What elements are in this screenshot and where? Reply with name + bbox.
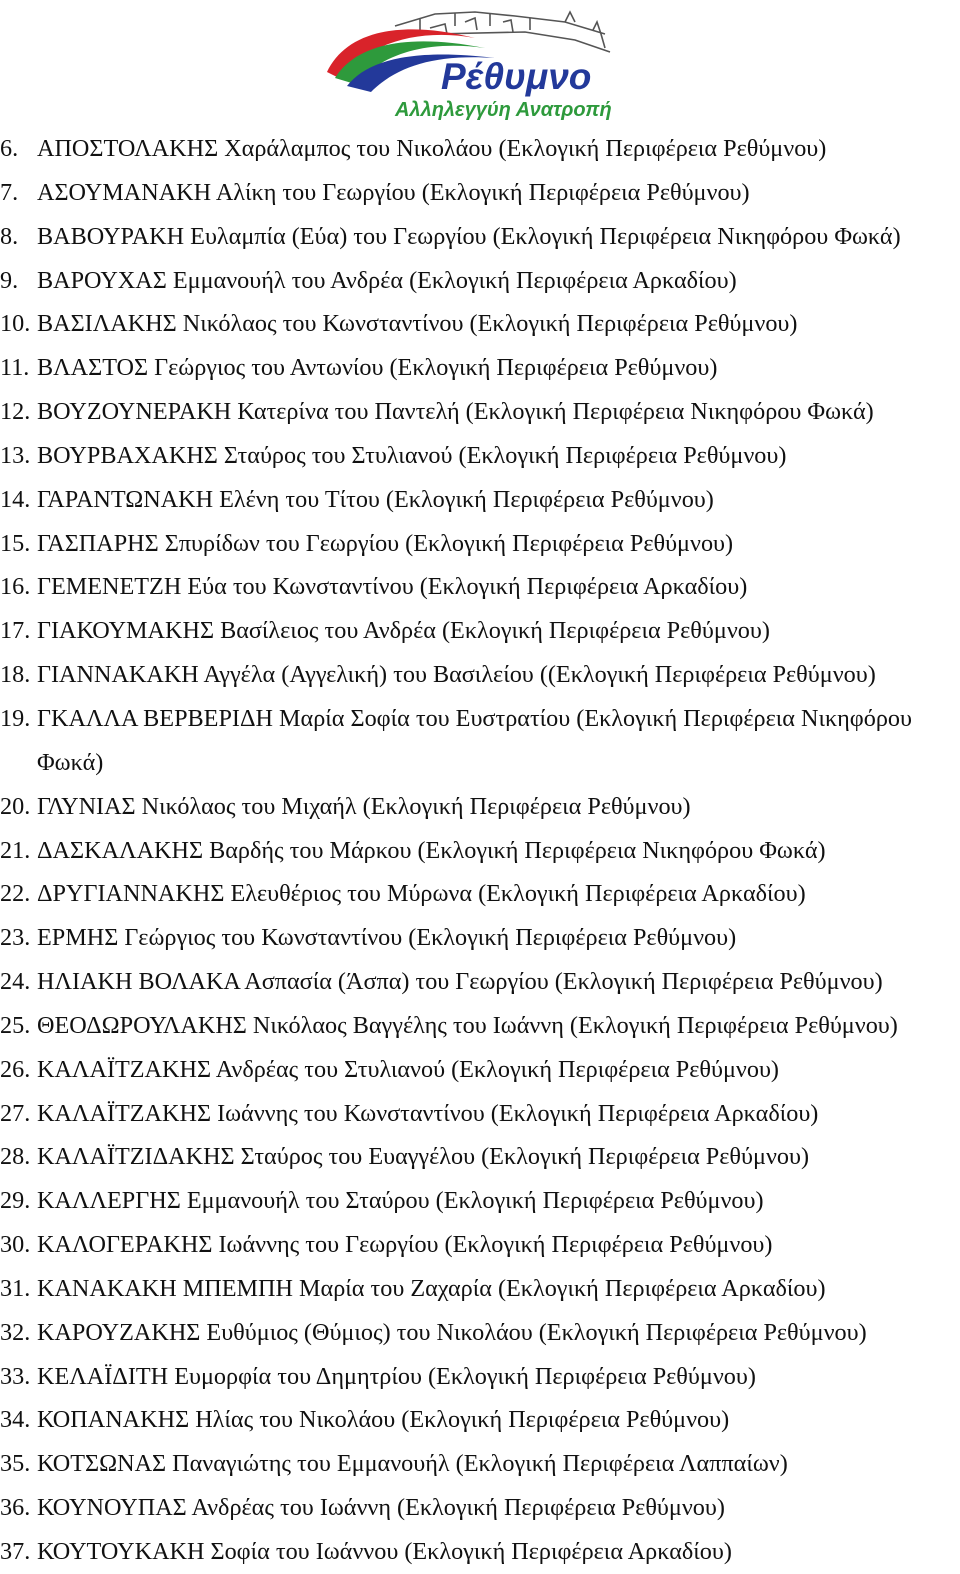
list-item bbox=[0, 434, 960, 478]
list-item bbox=[0, 1530, 960, 1574]
list-item-number: 12. bbox=[0, 398, 31, 426]
list-item-text: ΒΛΑΣΤΟΣ Γεώργιος του Αντωνίου (Εκλογική Περιφέρεια Ρεθύμνου) bbox=[37, 354, 718, 382]
list-item-text: ΒΟΥΡΒΑΧΑΚΗΣ Σταύρος του Στυλιανού (Εκλογική Περιφέρεια Ρεθύμνου) bbox=[37, 441, 787, 469]
list-item bbox=[0, 1223, 960, 1267]
list-item bbox=[0, 916, 960, 960]
list-item-number: 7. bbox=[0, 178, 19, 206]
list-item bbox=[0, 1048, 960, 1092]
list-item bbox=[0, 302, 960, 346]
candidate-list bbox=[0, 127, 960, 1574]
list-item-number: 23. bbox=[0, 924, 31, 952]
list-item-number: 32. bbox=[0, 1318, 31, 1346]
list-item bbox=[0, 478, 960, 522]
list-item bbox=[0, 127, 960, 171]
list-item bbox=[0, 872, 960, 916]
list-item-number: 25. bbox=[0, 1011, 31, 1039]
list-item-number: 21. bbox=[0, 836, 31, 864]
list-item-number: 34. bbox=[0, 1406, 31, 1434]
list-item-number: 10. bbox=[0, 310, 31, 338]
list-item-text: ΘΕΟΔΩΡΟΥΛΑΚΗΣ Νικόλαος Βαγγέλης του Ιωάννη (Εκλογική Περιφέρεια Ρεθύμνου) bbox=[37, 1011, 898, 1039]
list-item-text: ΒΑΡΟΥΧΑΣ Εμμανουήλ του Ανδρέα (Εκλογική Περιφέρεια Αρκαδίου) bbox=[37, 266, 737, 294]
list-item bbox=[0, 829, 960, 873]
list-item bbox=[0, 171, 960, 215]
list-item-number: 37. bbox=[0, 1538, 31, 1565]
list-item-text: ΚΑΛΑΪΤΖΑΚΗΣ Ιωάννης του Κωνσταντίνου (Εκλογική Περιφέρεια Αρκαδίου) bbox=[37, 1099, 819, 1127]
list-item-text: ΓΛΥΝΙΑΣ Νικόλαος του Μιχαήλ (Εκλογική Περιφέρεια Ρεθύμνου) bbox=[37, 792, 691, 820]
list-item-number: 22. bbox=[0, 880, 31, 908]
list-item bbox=[0, 653, 960, 697]
list-item bbox=[0, 522, 960, 566]
logo-title: Ρέθυμνο bbox=[441, 56, 592, 97]
list-item-number: 29. bbox=[0, 1187, 31, 1215]
list-item-number: 31. bbox=[0, 1274, 31, 1302]
list-item-text: ΒΟΥΖΟΥΝΕΡΑΚΗ Κατερίνα του Παντελή (Εκλογική Περιφέρεια Νικηφόρου Φωκά) bbox=[37, 398, 874, 426]
list-item-text: ΚΟΥΝΟΥΠΑΣ Ανδρέας του Ιωάννη (Εκλογική Περιφέρεια Ρεθύμνου) bbox=[37, 1494, 725, 1522]
list-item-text: ΒΑΒΟΥΡΑΚΗ Ευλαμπία (Εύα) του Γεωργίου (Εκλογική Περιφέρεια Νικηφόρου Φωκά) bbox=[37, 222, 901, 250]
list-item bbox=[0, 1267, 960, 1311]
list-item-text: ΑΣΟΥΜΑΝΑΚΗ Αλίκη του Γεωργίου (Εκλογική Περιφέρεια Ρεθύμνου) bbox=[37, 178, 750, 206]
list-item-text: ΓΑΣΠΑΡΗΣ Σπυρίδων του Γεωργίου (Εκλογική Περιφέρεια Ρεθύμνου) bbox=[37, 529, 734, 557]
list-item bbox=[0, 1092, 960, 1136]
list-item-text: ΑΠΟΣΤΟΛΑΚΗΣ Χαράλαμπος του Νικολάου (Εκλογική Περιφέρεια Ρεθύμνου) bbox=[37, 135, 827, 162]
list-item-text: ΒΑΣΙΛΑΚΗΣ Νικόλαος του Κωνσταντίνου (Εκλογική Περιφέρεια Ρεθύμνου) bbox=[37, 310, 798, 338]
list-item-text: ΔΑΣΚΑΛΑΚΗΣ Βαρδής του Μάρκου (Εκλογική Περιφέρεια Νικηφόρου Φωκά) bbox=[37, 836, 826, 864]
list-item-text: ΚΕΛΑΪΔΙΤΗ Ευμορφία του Δημητρίου (Εκλογική Περιφέρεια Ρεθύμνου) bbox=[37, 1362, 756, 1390]
list-item bbox=[0, 346, 960, 390]
list-item bbox=[0, 259, 960, 303]
list-item bbox=[0, 1398, 960, 1442]
list-item-text: ΚΑΡΟΥΖΑΚΗΣ Ευθύμιος (Θύμιος) του Νικολάου (Εκλογική Περιφέρεια Ρεθύμνου) bbox=[37, 1318, 867, 1346]
list-item-text: ΓΙΑΚΟΥΜΑΚΗΣ Βασίλειος του Ανδρέα (Εκλογική Περιφέρεια Ρεθύμνου) bbox=[37, 617, 770, 645]
list-item bbox=[0, 960, 960, 1004]
party-logo bbox=[325, 4, 620, 124]
list-item-text: ΚΑΛΑΪΤΖΙΔΑΚΗΣ Σταύρος του Ευαγγέλου (Εκλογική Περιφέρεια Ρεθύμνου) bbox=[37, 1143, 810, 1171]
list-item-number: 28. bbox=[0, 1143, 31, 1171]
list-item bbox=[0, 1179, 960, 1223]
list-item-text: ΚΟΠΑΝΑΚΗΣ Ηλίας του Νικολάου (Εκλογική Περιφέρεια Ρεθύμνου) bbox=[37, 1406, 730, 1434]
list-item bbox=[0, 609, 960, 653]
list-item bbox=[0, 1135, 960, 1179]
list-item-text: ΔΡΥΓΙΑΝΝΑΚΗΣ Ελευθέριος του Μύρωνα (Εκλογική Περιφέρεια Αρκαδίου) bbox=[37, 880, 806, 908]
logo-subtitle: Αλληλεγγύη Ανατροπή bbox=[395, 99, 612, 121]
list-item-text: ΗΛΙΑΚΗ ΒΟΛΑΚΑ Ασπασία (Άσπα) του Γεωργίου (Εκλογική Περιφέρεια Ρεθύμνου) bbox=[37, 968, 883, 996]
list-item bbox=[0, 697, 960, 741]
list-item-text: ΚΑΝΑΚΑΚΗ ΜΠΕΜΠΗ Μαρία του Ζαχαρία (Εκλογική Περιφέρεια Αρκαδίου) bbox=[37, 1274, 826, 1302]
list-item-text: ΚΑΛΑΪΤΖΑΚΗΣ Ανδρέας του Στυλιανού (Εκλογική Περιφέρεια Ρεθύμνου) bbox=[37, 1055, 779, 1083]
list-item-number: 36. bbox=[0, 1494, 31, 1522]
list-item bbox=[0, 390, 960, 434]
list-item-text: ΕΡΜΗΣ Γεώργιος του Κωνσταντίνου (Εκλογική Περιφέρεια Ρεθύμνου) bbox=[37, 924, 737, 952]
list-item-continuation: Φωκά) bbox=[37, 748, 104, 776]
list-item-number: 19. bbox=[0, 704, 31, 732]
list-item-number: 17. bbox=[0, 617, 31, 645]
list-item-number: 30. bbox=[0, 1231, 31, 1259]
list-item-text: ΚΟΤΣΩΝΑΣ Παναγιώτης του Εμμανουήλ (Εκλογική Περιφέρεια Λαππαίων) bbox=[37, 1450, 788, 1478]
list-item-number: 18. bbox=[0, 661, 31, 689]
list-item-text: ΚΑΛΛΕΡΓΗΣ Εμμανουήλ του Σταύρου (Εκλογική Περιφέρεια Ρεθύμνου) bbox=[37, 1187, 764, 1215]
list-item bbox=[0, 1442, 960, 1486]
list-item-number: 20. bbox=[0, 792, 31, 820]
list-item-number: 33. bbox=[0, 1362, 31, 1390]
list-item-number: 16. bbox=[0, 573, 31, 601]
list-item-number: 24. bbox=[0, 968, 31, 996]
list-item-number: 26. bbox=[0, 1055, 31, 1083]
list-item-number: 11. bbox=[0, 354, 30, 382]
list-item-text: ΚΑΛΟΓΕΡΑΚΗΣ Ιωάννης του Γεωργίου (Εκλογική Περιφέρεια Ρεθύμνου) bbox=[37, 1231, 773, 1259]
list-item-number: 35. bbox=[0, 1450, 31, 1478]
list-item-text: ΓΑΡΑΝΤΩΝΑΚΗ Ελένη του Τίτου (Εκλογική Περιφέρεια Ρεθύμνου) bbox=[37, 485, 714, 513]
list-item-text: ΚΟΥΤΟΥΚΑΚΗ Σοφία του Ιωάννου (Εκλογική Περιφέρεια Αρκαδίου) bbox=[37, 1538, 732, 1565]
list-item-number: 15. bbox=[0, 529, 31, 557]
list-item-number: 13. bbox=[0, 441, 31, 469]
list-item bbox=[0, 1004, 960, 1048]
list-item bbox=[0, 1486, 960, 1530]
list-item bbox=[0, 1355, 960, 1399]
list-item-number: 6. bbox=[0, 135, 19, 162]
list-item-text: ΓΙΑΝΝΑΚΑΚΗ Αγγέλα (Αγγελική) του Βασιλείου ((Εκλογική Περιφέρεια Ρεθύμνου) bbox=[37, 661, 876, 689]
list-item-number: 27. bbox=[0, 1099, 31, 1127]
list-item bbox=[0, 785, 960, 829]
list-item-number: 8. bbox=[0, 222, 19, 250]
list-item bbox=[0, 215, 960, 259]
list-item-text: ΓΚΑΛΛΑ ΒΕΡΒΕΡΙΔΗ Μαρία Σοφία του Ευστρατίου (Εκλογική Περιφέρεια Νικηφόρου bbox=[37, 704, 912, 732]
list-item-number: 9. bbox=[0, 266, 19, 294]
list-item bbox=[0, 565, 960, 609]
list-item-text: ΓΕΜΕΝΕΤΖΗ Εύα του Κωνσταντίνου (Εκλογική Περιφέρεια Αρκαδίου) bbox=[37, 573, 748, 601]
list-item-number: 14. bbox=[0, 485, 31, 513]
list-item bbox=[0, 1311, 960, 1355]
